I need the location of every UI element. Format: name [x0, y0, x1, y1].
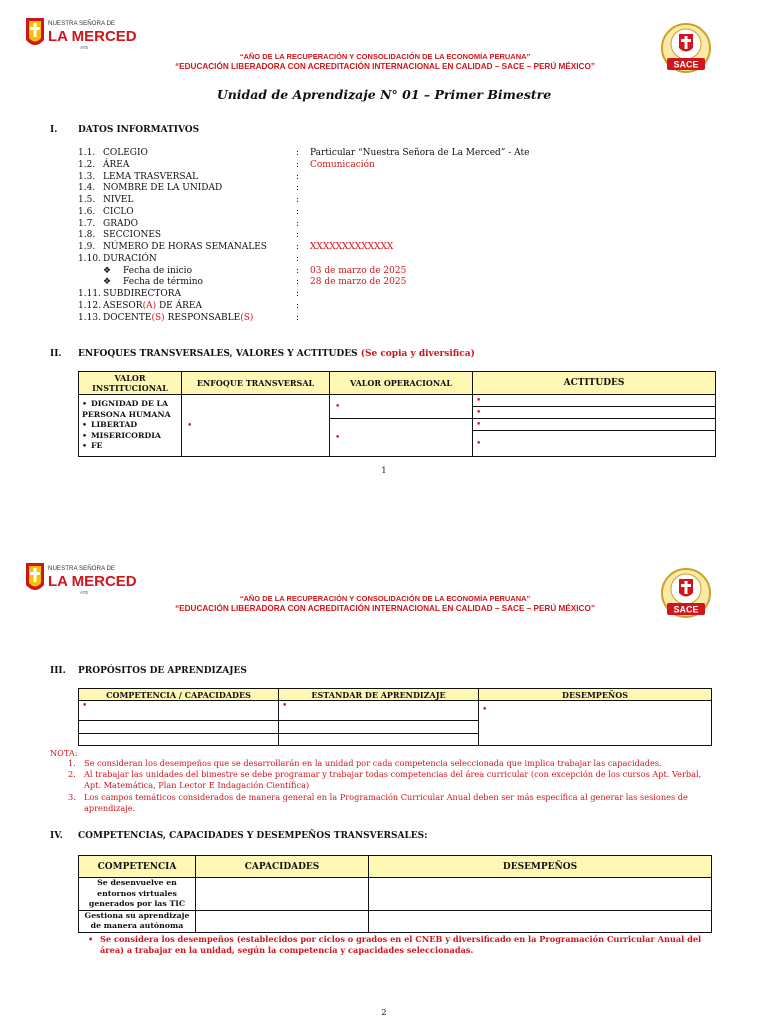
col-desempenos: DESEMPEÑOS — [369, 856, 712, 878]
la-merced-logo — [24, 10, 137, 58]
value-item: • FE — [82, 441, 178, 452]
info-label: Fecha de término — [123, 277, 203, 288]
colon-separator: : — [296, 265, 300, 276]
colon-separator: : — [296, 159, 300, 170]
motto-2: “EDUCACIÓN LIBERADORA CON ACREDITACIÓN INTERNACIONAL EN CALIDAD – SACE – PERÚ MÉXICO” — [175, 604, 595, 613]
info-number: 1.9. — [78, 242, 96, 252]
sace-seal — [660, 567, 712, 623]
competencia-autonoma: Gestiona su aprendizaje de manera autónoma — [79, 910, 196, 932]
competencia-cell[interactable]: • — [79, 701, 279, 721]
col-enfoque-transversal: ENFOQUE TRANSVERSAL — [182, 372, 330, 395]
nota-label: NOTA: — [50, 748, 78, 758]
colon-separator: : — [296, 253, 300, 264]
info-label: NOMBRE DE LA UNIDAD — [103, 183, 223, 194]
sace-seal — [660, 22, 712, 78]
info-number: 1.1. — [78, 148, 96, 158]
section-4-footnote: • Se considera los desempeños (establecidos por ciclos o grados en el CNEB y diversificado en la Programación Curricular Anual del área) a trabajar en la unidad, según la competencia y capacidades seleccionadas. — [88, 934, 708, 956]
info-value[interactable]: Particular “Nuestra Señora de La Merced” - Ate — [310, 148, 530, 158]
competencia-cell[interactable] — [79, 721, 279, 734]
desempenos-cell[interactable] — [369, 878, 712, 911]
desempenos-cell[interactable]: • — [479, 701, 712, 746]
svg-text:ATE: ATE — [80, 45, 89, 50]
info-label: ÁREA — [103, 159, 130, 170]
competencia-tic: Se desenvuelve en entornos virtuales generados por las TIC — [79, 878, 196, 911]
info-value[interactable]: 03 de marzo de 2025 — [310, 265, 407, 276]
info-label: NIVEL — [103, 195, 134, 205]
transversal-approaches-table — [78, 371, 716, 457]
nota-item: 1. Se consideran los desempeños que se desarrollarán en la unidad por cada competencia seleccionada que implica trabajar las capacidades. — [68, 758, 662, 768]
info-value[interactable]: Comunicación — [310, 159, 375, 170]
learning-purposes-table — [78, 688, 712, 746]
nota-item: 2. Al trabajar las unidades del bimestre se debe programar y trabajar todas competencias del área curricular (con excepción de los cursos Apt. Verbal, Apt. Matemática, Plan Lector E Indagación Científica) — [68, 769, 702, 791]
colon-separator: : — [296, 242, 300, 252]
colon-separator: : — [296, 218, 300, 229]
motto-2: “EDUCACIÓN LIBERADORA CON ACREDITACIÓN INTERNACIONAL EN CALIDAD – SACE – PERÚ MÉXICO” — [175, 62, 595, 71]
col-estandar: ESTANDAR DE APRENDIZAJE — [279, 689, 479, 701]
svg-text:NUESTRA SEÑORA DE: NUESTRA SEÑORA DE — [48, 565, 116, 572]
motto-1: “AÑO DE LA RECUPERACIÓN Y CONSOLIDACIÓN DE LA ECONOMÍA PERUANA” — [239, 52, 531, 61]
colon-separator: : — [296, 277, 300, 288]
colon-separator: : — [296, 312, 300, 323]
svg-text:NUESTRA SEÑORA DE: NUESTRA SEÑORA DE — [48, 20, 116, 27]
colon-separator: : — [296, 148, 300, 158]
col-valor-operacional: VALOR OPERACIONAL — [330, 372, 473, 395]
estandar-cell[interactable] — [279, 721, 479, 734]
document-title: Unidad de Aprendizaje N° 01 – Primer Bimestre — [216, 87, 552, 102]
info-label: GRADO — [103, 218, 139, 229]
nota-item: 3. Los campos temáticos considerados de manera general en la Programación Curricular Anual deben ser más específica al generar las sesiones de aprendizaje. — [68, 791, 688, 813]
section-4-heading: IV. COMPETENCIAS, CAPACIDADES Y DESEMPEÑOS TRANSVERSALES: — [50, 831, 428, 841]
info-number: 1.11. — [78, 289, 101, 299]
info-number: 1.2. — [78, 159, 96, 170]
colon-separator: : — [296, 206, 300, 217]
col-competencia-capacidades: COMPETENCIA / CAPACIDADES — [79, 689, 279, 701]
value-item: • LIBERTAD — [82, 420, 178, 431]
info-number: 1.3. — [78, 171, 96, 182]
colon-separator: : — [296, 289, 300, 299]
diamond-bullet-icon: ❖ — [103, 277, 112, 288]
col-capacidades: CAPACIDADES — [196, 856, 369, 878]
section-1-heading: I. DATOS INFORMATIVOS — [50, 125, 200, 135]
enfoque-cell[interactable]: • — [182, 395, 330, 457]
col-actitudes: ACTITUDES — [473, 372, 716, 395]
svg-text:LA MERCED: LA MERCED — [48, 28, 137, 45]
valor-operacional-cell-2[interactable]: • — [330, 419, 473, 457]
section-3-heading: III. PROPÓSITOS DE APRENDIZAJES — [50, 666, 247, 676]
info-label: SECCIONES — [103, 230, 162, 241]
value-item: • DIGNIDAD DE LA PERSONA HUMANA — [82, 399, 178, 420]
col-competencia: COMPETENCIA — [79, 856, 196, 878]
info-label: LEMA TRASVERSAL — [103, 171, 199, 182]
info-label: CICLO — [103, 206, 134, 217]
section-2-heading: II. ENFOQUES TRANSVERSALES, VALORES Y ACTITUDES (Se copia y diversifica) — [50, 349, 475, 359]
page-number: 2 — [381, 1008, 387, 1018]
info-label: DOCENTE(S) RESPONSABLE(S) — [103, 312, 254, 323]
info-number: 1.7. — [78, 218, 96, 229]
info-label: SUBDIRECTORA — [103, 289, 182, 299]
info-value[interactable]: 28 de marzo de 2025 — [310, 277, 407, 288]
colon-separator: : — [296, 195, 300, 205]
diamond-bullet-icon: ❖ — [103, 265, 112, 276]
colon-separator: : — [296, 171, 300, 182]
desempenos-cell[interactable] — [369, 910, 712, 932]
info-number: 1.6. — [78, 206, 96, 217]
motto-1: “AÑO DE LA RECUPERACIÓN Y CONSOLIDACIÓN DE LA ECONOMÍA PERUANA” — [239, 594, 531, 603]
institutional-values-cell — [79, 395, 182, 457]
page-number: 1 — [381, 466, 387, 476]
svg-text:SACE: SACE — [673, 604, 699, 615]
info-number: 1.4. — [78, 183, 96, 194]
svg-text:SACE: SACE — [673, 59, 699, 70]
svg-text:LA MERCED: LA MERCED — [48, 573, 137, 590]
header-mottos — [140, 594, 630, 613]
info-number: 1.10. — [78, 253, 101, 264]
colon-separator: : — [296, 230, 300, 241]
info-value[interactable]: XXXXXXXXXXXXX — [310, 242, 394, 252]
page-1 — [0, 0, 768, 500]
info-label: ASESOR(A) DE ÁREA — [103, 300, 202, 311]
header-mottos — [140, 52, 630, 71]
info-number: 1.13. — [78, 312, 101, 323]
info-number: 1.8. — [78, 230, 96, 241]
svg-text:ATE: ATE — [80, 590, 89, 595]
estandar-cell[interactable] — [279, 734, 479, 746]
info-label: DURACIÓN — [103, 253, 157, 264]
col-desempenos: DESEMPEÑOS — [479, 689, 712, 701]
actitud-cell[interactable]: • — [473, 407, 716, 419]
actitud-cell[interactable]: • — [473, 431, 716, 457]
col-valor-institucional: VALOR INSTITUCIONAL — [79, 372, 182, 395]
estandar-cell[interactable]: • — [279, 701, 479, 721]
info-label: NÚMERO DE HORAS SEMANALES — [103, 242, 267, 252]
competencia-cell[interactable] — [79, 734, 279, 746]
info-label: COLEGIO — [103, 148, 148, 158]
capacidades-cell[interactable] — [196, 878, 369, 911]
info-label: Fecha de inicio — [123, 265, 192, 276]
info-number: 1.12. — [78, 300, 101, 311]
capacidades-cell[interactable] — [196, 910, 369, 932]
actitud-cell[interactable]: • — [473, 419, 716, 431]
la-merced-logo — [24, 555, 137, 603]
transversal-competencies-table — [78, 855, 712, 933]
nota-block — [50, 748, 710, 814]
actitud-cell[interactable]: • — [473, 395, 716, 407]
value-item: • MISERICORDIA — [82, 431, 178, 442]
colon-separator: : — [296, 300, 300, 311]
colon-separator: : — [296, 183, 300, 194]
valor-operacional-cell-1[interactable]: • — [330, 395, 473, 419]
info-number: 1.5. — [78, 195, 96, 205]
